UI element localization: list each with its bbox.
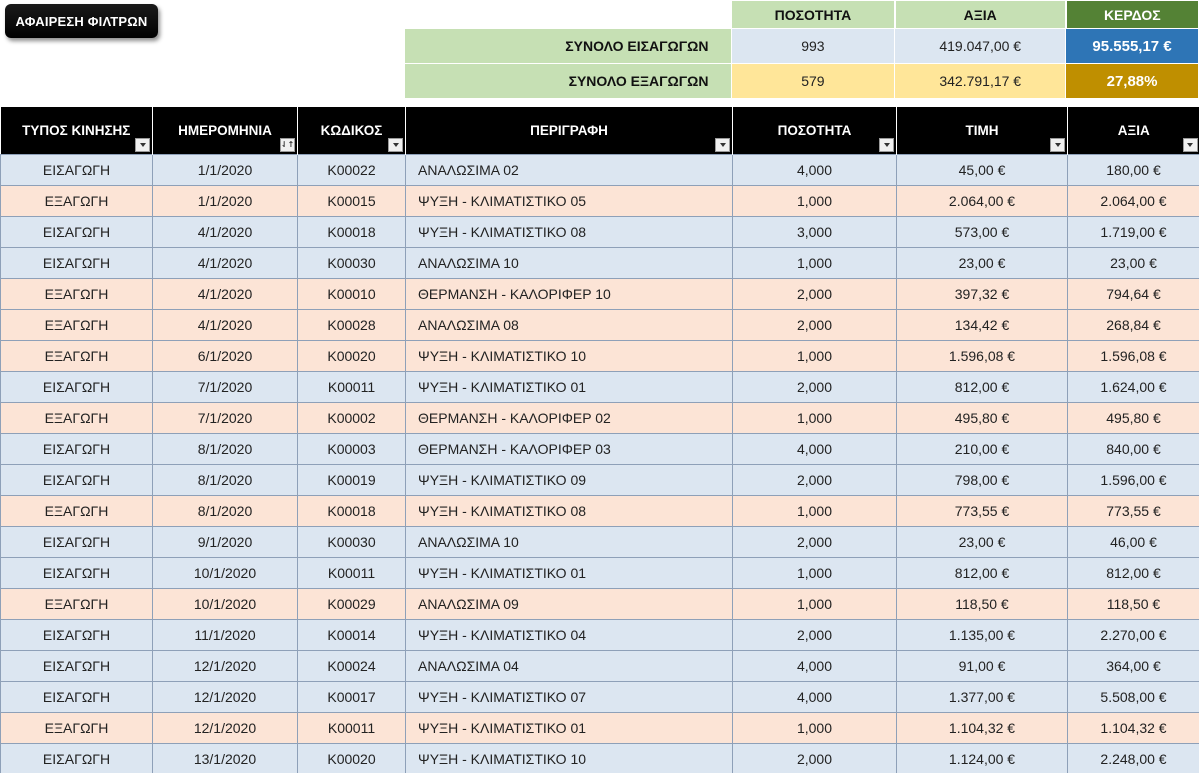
- column-header-price: [897, 107, 1068, 155]
- cell-type[interactable]: ΕΞΑΓΩΓΗ: [1, 403, 153, 434]
- chevron-down-icon: [140, 143, 146, 147]
- table-row: [1, 558, 1199, 589]
- chevron-down-icon: [884, 143, 890, 147]
- cell-value[interactable]: 840,00 €: [1068, 434, 1199, 465]
- cell-quantity[interactable]: 2,000: [733, 279, 897, 310]
- cell-code[interactable]: K00011: [298, 372, 406, 403]
- table-row: [1, 620, 1199, 651]
- table-row: [1, 496, 1199, 527]
- cell-description[interactable]: ΨΥΞΗ - ΚΛΙΜΑΤΙΣΤΙΚΟ 04: [406, 620, 733, 651]
- cell-code[interactable]: K00029: [298, 589, 406, 620]
- cell-code[interactable]: K00011: [298, 713, 406, 744]
- cell-type[interactable]: ΕΞΑΓΩΓΗ: [1, 589, 153, 620]
- cell-value[interactable]: 1.104,32 €: [1068, 713, 1199, 744]
- profit-percentage[interactable]: 27,88%: [1066, 64, 1199, 99]
- cell-date[interactable]: 12/1/2020: [153, 713, 298, 744]
- column-label-description: ΠΕΡΙΓΡΑΦΗ: [530, 123, 608, 138]
- cell-price[interactable]: 1.135,00 €: [897, 620, 1068, 651]
- chevron-down-icon: [720, 143, 726, 147]
- cell-type[interactable]: ΕΙΣΑΓΩΓΗ: [1, 372, 153, 403]
- table-row: [1, 403, 1199, 434]
- sort-ascending-icon: ⇃↑: [280, 140, 295, 149]
- chevron-down-icon: [393, 143, 399, 147]
- cell-value[interactable]: 180,00 €: [1068, 155, 1199, 186]
- column-header-description: [406, 107, 733, 155]
- table-row: [1, 465, 1199, 496]
- cell-description[interactable]: ΘΕΡΜΑΝΣΗ - ΚΑΛΟΡΙΦΕΡ 10: [406, 279, 733, 310]
- cell-description[interactable]: ΨΥΞΗ - ΚΛΙΜΑΤΙΣΤΙΚΟ 01: [406, 558, 733, 589]
- cell-quantity[interactable]: 2,000: [733, 465, 897, 496]
- cell-quantity[interactable]: 1,000: [733, 403, 897, 434]
- column-label-code: ΚΩΔΙΚΟΣ: [320, 123, 383, 138]
- table-row: [1, 434, 1199, 465]
- cell-date[interactable]: 12/1/2020: [153, 651, 298, 682]
- cell-price[interactable]: 1.124,00 €: [897, 744, 1068, 773]
- cell-date[interactable]: 1/1/2020: [153, 186, 298, 217]
- cell-quantity[interactable]: 4,000: [733, 434, 897, 465]
- cell-date[interactable]: 8/1/2020: [153, 465, 298, 496]
- cell-code[interactable]: K00014: [298, 620, 406, 651]
- cell-type[interactable]: ΕΙΣΑΓΩΓΗ: [1, 744, 153, 773]
- cell-date[interactable]: 4/1/2020: [153, 310, 298, 341]
- cell-date[interactable]: 11/1/2020: [153, 620, 298, 651]
- cell-description[interactable]: ΨΥΞΗ - ΚΛΙΜΑΤΙΣΤΙΚΟ 01: [406, 713, 733, 744]
- cell-type[interactable]: ΕΙΣΑΓΩΓΗ: [1, 155, 153, 186]
- cell-date[interactable]: 1/1/2020: [153, 155, 298, 186]
- filter-dropdown-description[interactable]: [715, 138, 730, 152]
- cell-price[interactable]: 773,55 €: [897, 496, 1068, 527]
- cell-price[interactable]: 91,00 €: [897, 651, 1068, 682]
- cell-value[interactable]: 364,00 €: [1068, 651, 1199, 682]
- cell-quantity[interactable]: 1,000: [733, 186, 897, 217]
- cell-price[interactable]: 812,00 €: [897, 558, 1068, 589]
- cell-quantity[interactable]: 1,000: [733, 713, 897, 744]
- cell-date[interactable]: 13/1/2020: [153, 744, 298, 773]
- imports-total-value[interactable]: 419.047,00 €: [895, 29, 1066, 64]
- imports-total-quantity[interactable]: 993: [731, 29, 895, 64]
- column-label-quantity: ΠΟΣΟΤΗΤΑ: [777, 123, 852, 138]
- filter-dropdown-type[interactable]: [135, 138, 150, 152]
- cell-type[interactable]: ΕΙΣΑΓΩΓΗ: [1, 620, 153, 651]
- cell-type[interactable]: ΕΙΣΑΓΩΓΗ: [1, 217, 153, 248]
- column-header-type: [1, 107, 153, 155]
- cell-price[interactable]: 118,50 €: [897, 589, 1068, 620]
- cell-value[interactable]: 495,80 €: [1068, 403, 1199, 434]
- cell-code[interactable]: K00010: [298, 279, 406, 310]
- cell-price[interactable]: 210,00 €: [897, 434, 1068, 465]
- cell-value[interactable]: 812,00 €: [1068, 558, 1199, 589]
- cell-value[interactable]: 268,84 €: [1068, 310, 1199, 341]
- cell-price[interactable]: 573,00 €: [897, 217, 1068, 248]
- table-body: [1, 155, 1199, 773]
- cell-price[interactable]: 1.377,00 €: [897, 682, 1068, 713]
- cell-quantity[interactable]: 1,000: [733, 248, 897, 279]
- cell-date[interactable]: 4/1/2020: [153, 217, 298, 248]
- cell-description[interactable]: ΨΥΞΗ - ΚΛΙΜΑΤΙΣΤΙΚΟ 10: [406, 744, 733, 773]
- cell-description[interactable]: ΨΥΞΗ - ΚΛΙΜΑΤΙΣΤΙΚΟ 10: [406, 341, 733, 372]
- cell-date[interactable]: 7/1/2020: [153, 403, 298, 434]
- column-header-quantity: [733, 107, 897, 155]
- cell-value[interactable]: 2.248,00 €: [1068, 744, 1199, 773]
- cell-description[interactable]: ΑΝΑΛΩΣΙΜΑ 02: [406, 155, 733, 186]
- cell-code[interactable]: K00024: [298, 651, 406, 682]
- chevron-down-icon: [1055, 143, 1061, 147]
- cell-code[interactable]: K00015: [298, 186, 406, 217]
- cell-description[interactable]: ΑΝΑΛΩΣΙΜΑ 04: [406, 651, 733, 682]
- cell-date[interactable]: 6/1/2020: [153, 341, 298, 372]
- cell-description[interactable]: ΘΕΡΜΑΝΣΗ - ΚΑΛΟΡΙΦΕΡ 02: [406, 403, 733, 434]
- table-row: [1, 341, 1199, 372]
- cell-price[interactable]: 23,00 €: [897, 527, 1068, 558]
- summary-table: [404, 0, 1199, 99]
- cell-value[interactable]: 5.508,00 €: [1068, 682, 1199, 713]
- cell-price[interactable]: 1.104,32 €: [897, 713, 1068, 744]
- cell-description[interactable]: ΨΥΞΗ - ΚΛΙΜΑΤΙΣΤΙΚΟ 05: [406, 186, 733, 217]
- cell-quantity[interactable]: 2,000: [733, 372, 897, 403]
- cell-value[interactable]: 1.624,00 €: [1068, 372, 1199, 403]
- cell-type[interactable]: ΕΞΑΓΩΓΗ: [1, 713, 153, 744]
- cell-type[interactable]: ΕΙΣΑΓΩΓΗ: [1, 682, 153, 713]
- table-row: [1, 651, 1199, 682]
- table-row: [1, 186, 1199, 217]
- cell-price[interactable]: 798,00 €: [897, 465, 1068, 496]
- summary-imports-row: [405, 29, 1199, 64]
- cell-date[interactable]: 12/1/2020: [153, 682, 298, 713]
- table-row: [1, 217, 1199, 248]
- cell-date[interactable]: 8/1/2020: [153, 496, 298, 527]
- cell-value[interactable]: 1.596,08 €: [1068, 341, 1199, 372]
- cell-date[interactable]: 4/1/2020: [153, 279, 298, 310]
- filter-dropdown-date[interactable]: [280, 138, 295, 152]
- cell-code[interactable]: K00018: [298, 496, 406, 527]
- cell-price[interactable]: 495,80 €: [897, 403, 1068, 434]
- cell-quantity[interactable]: 2,000: [733, 310, 897, 341]
- cell-date[interactable]: 9/1/2020: [153, 527, 298, 558]
- cell-description[interactable]: ΨΥΞΗ - ΚΛΙΜΑΤΙΣΤΙΚΟ 07: [406, 682, 733, 713]
- column-label-price: ΤΙΜΗ: [965, 123, 999, 138]
- cell-code[interactable]: K00022: [298, 155, 406, 186]
- cell-code[interactable]: K00028: [298, 310, 406, 341]
- cell-value[interactable]: 23,00 €: [1068, 248, 1199, 279]
- table-row: [1, 589, 1199, 620]
- cell-value[interactable]: 118,50 €: [1068, 589, 1199, 620]
- cell-value[interactable]: 773,55 €: [1068, 496, 1199, 527]
- cell-description[interactable]: ΨΥΞΗ - ΚΛΙΜΑΤΙΣΤΙΚΟ 08: [406, 496, 733, 527]
- cell-description[interactable]: ΘΕΡΜΑΝΣΗ - ΚΑΛΟΡΙΦΕΡ 03: [406, 434, 733, 465]
- cell-price[interactable]: 1.596,08 €: [897, 341, 1068, 372]
- cell-code[interactable]: K00002: [298, 403, 406, 434]
- cell-value[interactable]: 794,64 €: [1068, 279, 1199, 310]
- cell-price[interactable]: 134,42 €: [897, 310, 1068, 341]
- imports-total-label: ΣΥΝΟΛΟ ΕΙΣΑΓΩΓΩΝ: [405, 29, 732, 64]
- cell-code[interactable]: K00020: [298, 341, 406, 372]
- cell-description[interactable]: ΑΝΑΛΩΣΙΜΑ 10: [406, 248, 733, 279]
- cell-value[interactable]: 2.064,00 €: [1068, 186, 1199, 217]
- column-header-value: [1068, 107, 1199, 155]
- cell-type[interactable]: ΕΞΑΓΩΓΗ: [1, 279, 153, 310]
- cell-code[interactable]: K00011: [298, 558, 406, 589]
- cell-code[interactable]: K00018: [298, 217, 406, 248]
- table-row: [1, 713, 1199, 744]
- cell-description[interactable]: ΑΝΑΛΩΣΙΜΑ 08: [406, 310, 733, 341]
- cell-price[interactable]: 2.064,00 €: [897, 186, 1068, 217]
- cell-type[interactable]: ΕΙΣΑΓΩΓΗ: [1, 248, 153, 279]
- cell-code[interactable]: K00017: [298, 682, 406, 713]
- summary-corner: [405, 1, 732, 29]
- cell-date[interactable]: 10/1/2020: [153, 558, 298, 589]
- cell-quantity[interactable]: 2,000: [733, 620, 897, 651]
- cell-quantity[interactable]: 4,000: [733, 155, 897, 186]
- cell-value[interactable]: 2.270,00 €: [1068, 620, 1199, 651]
- table-header-row: [1, 107, 1199, 155]
- cell-description[interactable]: ΑΝΑΛΩΣΙΜΑ 10: [406, 527, 733, 558]
- cell-code[interactable]: K00030: [298, 527, 406, 558]
- cell-description[interactable]: ΨΥΞΗ - ΚΛΙΜΑΤΙΣΤΙΚΟ 09: [406, 465, 733, 496]
- cell-date[interactable]: 7/1/2020: [153, 372, 298, 403]
- cell-value[interactable]: 1.719,00 €: [1068, 217, 1199, 248]
- summary-exports-row: [405, 64, 1199, 99]
- cell-value[interactable]: 1.596,00 €: [1068, 465, 1199, 496]
- table-row: [1, 527, 1199, 558]
- cell-description[interactable]: ΨΥΞΗ - ΚΛΙΜΑΤΙΣΤΙΚΟ 08: [406, 217, 733, 248]
- filter-dropdown-code[interactable]: [388, 138, 403, 152]
- table-row: [1, 682, 1199, 713]
- table-row: [1, 372, 1199, 403]
- cell-code[interactable]: K00020: [298, 744, 406, 773]
- cell-date[interactable]: 10/1/2020: [153, 589, 298, 620]
- column-header-code: [298, 107, 406, 155]
- profit-amount[interactable]: 95.555,17 €: [1066, 29, 1199, 64]
- cell-description[interactable]: ΑΝΑΛΩΣΙΜΑ 09: [406, 589, 733, 620]
- column-label-type: ΤΥΠΟΣ ΚΙΝΗΣΗΣ: [22, 123, 131, 138]
- cell-quantity[interactable]: 2,000: [733, 744, 897, 773]
- cell-quantity[interactable]: 1,000: [733, 558, 897, 589]
- exports-total-quantity[interactable]: 579: [731, 64, 895, 99]
- table-row: [1, 279, 1199, 310]
- exports-total-value[interactable]: 342.791,17 €: [895, 64, 1066, 99]
- cell-code[interactable]: K00019: [298, 465, 406, 496]
- cell-type[interactable]: ΕΙΣΑΓΩΓΗ: [1, 527, 153, 558]
- cell-price[interactable]: 45,00 €: [897, 155, 1068, 186]
- cell-type[interactable]: ΕΙΣΑΓΩΓΗ: [1, 465, 153, 496]
- table-row: [1, 744, 1199, 773]
- cell-type[interactable]: ΕΞΑΓΩΓΗ: [1, 310, 153, 341]
- cell-quantity[interactable]: 2,000: [733, 527, 897, 558]
- cell-quantity[interactable]: 1,000: [733, 496, 897, 527]
- cell-type[interactable]: ΕΙΣΑΓΩΓΗ: [1, 651, 153, 682]
- cell-type[interactable]: ΕΞΑΓΩΓΗ: [1, 186, 153, 217]
- cell-quantity[interactable]: 1,000: [733, 341, 897, 372]
- filter-dropdown-value[interactable]: [1183, 138, 1198, 152]
- summary-header-quantity: ΠΟΣΟΤΗΤΑ: [731, 1, 895, 29]
- cell-quantity[interactable]: 1,000: [733, 589, 897, 620]
- transactions-table: [0, 107, 1199, 773]
- table-row: [1, 248, 1199, 279]
- cell-price[interactable]: 397,32 €: [897, 279, 1068, 310]
- column-label-value: ΑΞΙΑ: [1117, 123, 1150, 138]
- cell-code[interactable]: K00030: [298, 248, 406, 279]
- cell-quantity[interactable]: 4,000: [733, 682, 897, 713]
- cell-code[interactable]: K00003: [298, 434, 406, 465]
- summary-header-row: [405, 1, 1199, 29]
- summary-header-value: ΑΞΙΑ: [895, 1, 1066, 29]
- summary-header-profit: ΚΕΡΔΟΣ: [1066, 1, 1199, 29]
- cell-quantity[interactable]: 4,000: [733, 651, 897, 682]
- column-header-date: [153, 107, 298, 155]
- cell-type[interactable]: ΕΞΑΓΩΓΗ: [1, 496, 153, 527]
- table-row: [1, 155, 1199, 186]
- cell-date[interactable]: 4/1/2020: [153, 248, 298, 279]
- cell-type[interactable]: ΕΙΣΑΓΩΓΗ: [1, 558, 153, 589]
- cell-price[interactable]: 812,00 €: [897, 372, 1068, 403]
- cell-price[interactable]: 23,00 €: [897, 248, 1068, 279]
- cell-type[interactable]: ΕΞΑΓΩΓΗ: [1, 341, 153, 372]
- table-row: [1, 310, 1199, 341]
- column-label-date: ΗΜΕΡΟΜΗΝΙΑ: [178, 123, 272, 138]
- exports-total-label: ΣΥΝΟΛΟ ΕΞΑΓΩΓΩΝ: [405, 64, 732, 99]
- cell-value[interactable]: 46,00 €: [1068, 527, 1199, 558]
- cell-description[interactable]: ΨΥΞΗ - ΚΛΙΜΑΤΙΣΤΙΚΟ 01: [406, 372, 733, 403]
- cell-date[interactable]: 8/1/2020: [153, 434, 298, 465]
- cell-quantity[interactable]: 3,000: [733, 217, 897, 248]
- chevron-down-icon: [1187, 143, 1193, 147]
- filter-dropdown-quantity[interactable]: [879, 138, 894, 152]
- filter-dropdown-price[interactable]: [1050, 138, 1065, 152]
- clear-filters-button[interactable]: ΑΦΑΙΡΕΣΗ ΦΙΛΤΡΩΝ: [5, 4, 158, 38]
- cell-type[interactable]: ΕΙΣΑΓΩΓΗ: [1, 434, 153, 465]
